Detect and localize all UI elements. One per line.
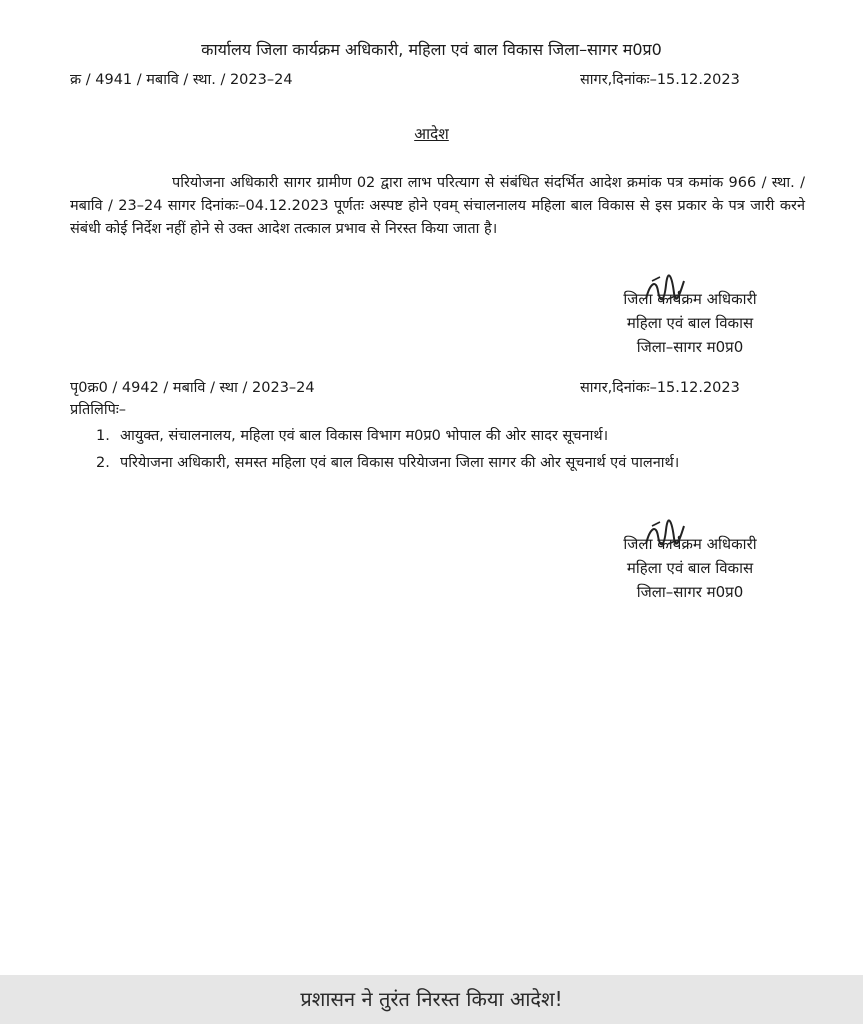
endorsement-reference: पृ0क्र0 / 4942 / मबावि / स्था / 2023–24 (70, 380, 315, 396)
signature-designation: जिला कार्यक्रम अधिकारी (623, 290, 757, 308)
signature-department: महिला एवं बाल विकास (626, 314, 754, 332)
signature-block (590, 532, 790, 604)
list-item-text: परियेाजना अधिकारी, समस्त महिला एवं बाल विकास परियेाजना जिला सागर की ओर सूचनार्थ एवं पालनार्थ। (120, 455, 680, 471)
order-heading-text: आदेश (414, 125, 449, 143)
caption-bar (0, 975, 863, 1024)
signature-scribble-icon (642, 273, 686, 307)
order-body: परियोजना अधिकारी सागर ग्रामीण 02 द्वारा लाभ परित्याग से संबंधित संदर्भित आदेश क्रमांक पत्र कमांक 966 / स्था. / मबावि / 23–24 सागर दिनांकः–04.12.2023 पूर्णतः अस्पष्ट होने एवम् संचालनालय महिला बाल विकास से इस प्रकार के पत्र जारी करने संबंधी कोई निर्देश नहीं होने से उक्त आदेश तत्काल प्रभाव से निरस्त किया जाता है। (70, 175, 805, 237)
reference-number: क्र / 4941 / मबावि / स्था. / 2023–24 (70, 72, 293, 88)
copy-recipient-list (96, 424, 808, 478)
office-title: कार्यालय जिला कार्यक्रम अधिकारी, महिला एवं बाल विकास जिला–सागर म0प्र0 (201, 40, 662, 59)
caption-text: प्रशासन ने तुरंत निरस्त किया आदेश! (300, 987, 563, 1011)
order-heading (0, 124, 863, 144)
signature-scribble-icon (642, 518, 686, 552)
signature-block (590, 287, 790, 359)
place-date: सागर,दिनांकः–15.12.2023 (580, 72, 740, 88)
list-item (96, 451, 808, 476)
signature-district: जिला–सागर म0प्र0 (636, 338, 744, 356)
endorsement-date: सागर,दिनांकः–15.12.2023 (580, 380, 740, 396)
signature-department: महिला एवं बाल विकास (626, 559, 754, 577)
list-item-text: आयुक्त, संचालनालय, महिला एवं बाल विकास विभाग म0प्र0 भोपाल की ओर सादर सूचनार्थ। (120, 428, 609, 444)
copy-label: प्रतिलिपिः– (70, 402, 127, 418)
list-item-number: 2. (96, 455, 110, 471)
list-item (96, 424, 808, 449)
signature-designation: जिला कार्यक्रम अधिकारी (623, 535, 757, 553)
signature-district: जिला–सागर म0प्र0 (636, 583, 744, 601)
list-item-number: 1. (96, 428, 110, 444)
